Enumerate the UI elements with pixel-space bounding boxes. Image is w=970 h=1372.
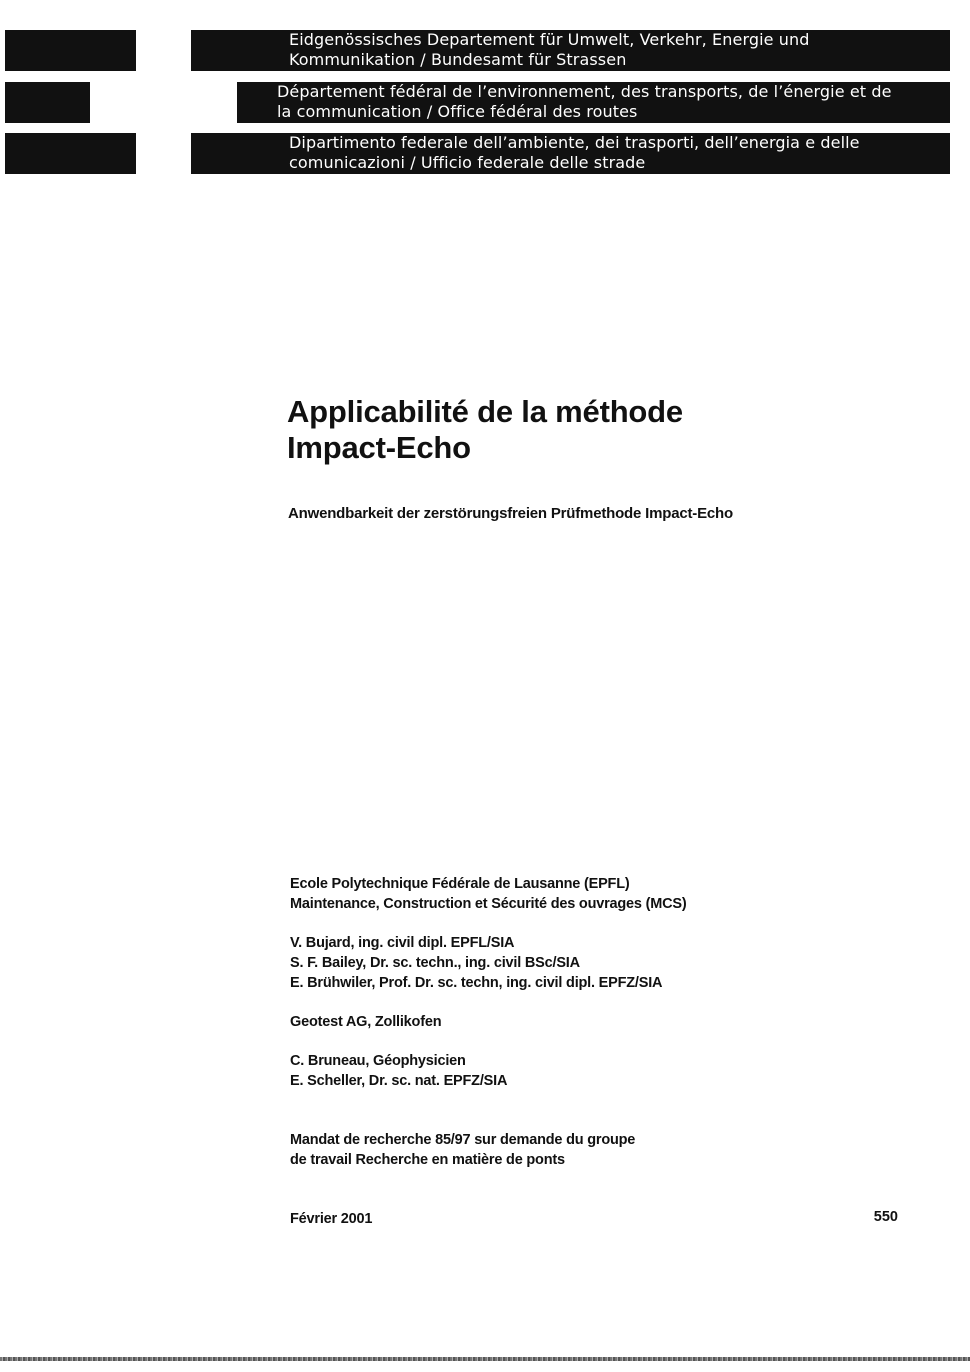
- department-italian-line1: Dipartimento federale dell’ambiente, dei trasporti, dell’energia e delle: [289, 133, 860, 152]
- department-header-french: [237, 82, 950, 123]
- logo-block-bottom: [5, 133, 136, 174]
- report-title-line2: Impact-Echo: [287, 430, 471, 465]
- author-epfl: V. Bujard, ing. civil dipl. EPFL/SIA: [290, 935, 515, 951]
- research-mandate: Mandat de recherche 85/97 sur demande du groupe: [290, 1132, 636, 1148]
- logo-block-middle: [5, 82, 90, 123]
- author-geotest: C. Bruneau, Géophysicien: [290, 1053, 466, 1069]
- logo-block-top: [5, 30, 136, 71]
- department-french-line1: Département fédéral de l’environnement, des transports, de l’énergie et de: [277, 82, 892, 101]
- research-mandate-group: de travail Recherche en matière de ponts: [290, 1152, 565, 1168]
- department-french-line2: la communication / Office fédéral des routes: [277, 102, 638, 121]
- author-epfl: E. Brühwiler, Prof. Dr. sc. techn, ing. civil dipl. EPFZ/SIA: [290, 975, 663, 991]
- department-header-german: [191, 30, 950, 71]
- publication-date: Février 2001: [290, 1211, 373, 1227]
- author-epfl: S. F. Bailey, Dr. sc. techn., ing. civil BSc/SIA: [290, 955, 580, 971]
- department-german-line1: Eidgenössisches Departement für Umwelt, Verkehr, Energie und: [289, 30, 810, 49]
- company-name: Geotest AG, Zollikofen: [290, 1014, 442, 1030]
- department-header-italian: [191, 133, 950, 174]
- department-german-line2: Kommunikation / Bundesamt für Strassen: [289, 50, 627, 69]
- department-italian-line2: comunicazioni / Ufficio federale delle strade: [289, 153, 646, 172]
- bottom-rule: [0, 1357, 970, 1361]
- institution-department: Maintenance, Construction et Sécurité des ouvrages (MCS): [290, 896, 687, 912]
- institution-name: Ecole Polytechnique Fédérale de Lausanne (EPFL): [290, 876, 630, 892]
- author-geotest: E. Scheller, Dr. sc. nat. EPFZ/SIA: [290, 1073, 508, 1089]
- report-title: [287, 394, 683, 466]
- report-title-line1: Applicabilité de la méthode: [287, 394, 683, 429]
- report-number: 550: [873, 1209, 898, 1225]
- report-subtitle: Anwendbarkeit der zerstörungsfreien Prüfmethode Impact-Echo: [288, 505, 733, 522]
